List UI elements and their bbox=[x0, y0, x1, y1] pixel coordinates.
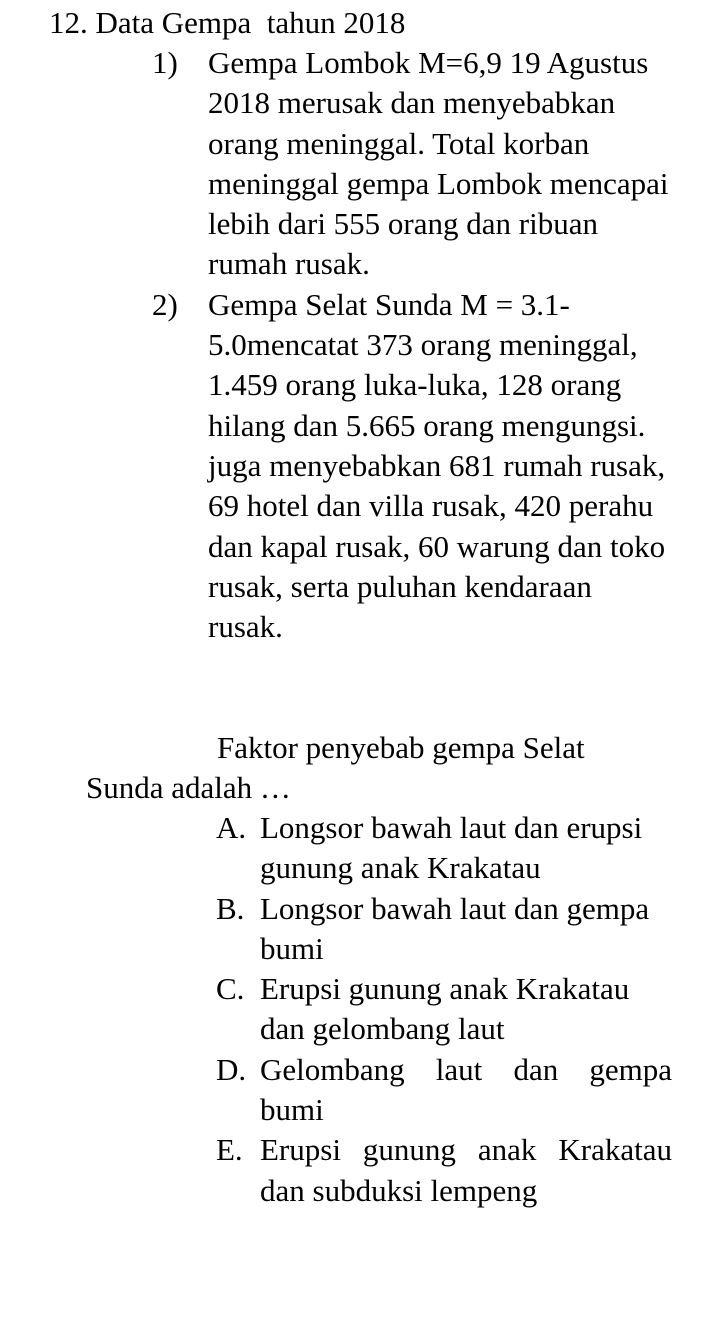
option-text: Longsor bawah laut dan erupsi gunung anak Krakatau bbox=[260, 810, 643, 886]
option-text: Erupsi gunung anak Krakatau dan gelombang laut bbox=[260, 971, 630, 1047]
data-list bbox=[152, 43, 672, 647]
option-letter: A. bbox=[216, 810, 247, 845]
option-b[interactable] bbox=[216, 889, 672, 970]
option-letter: E. bbox=[216, 1132, 243, 1168]
option-d[interactable] bbox=[216, 1050, 672, 1131]
list-item bbox=[152, 285, 672, 648]
question-title: 12. Data Gempa tahun 2018 bbox=[49, 5, 406, 40]
list-item bbox=[152, 43, 672, 285]
option-text: Gelombang laut dan gempa bumi bbox=[260, 1051, 672, 1128]
list-item-text: Gempa Selat Sunda M = 3.1-5.0mencatat 373 orang meninggal, 1.459 orang luka-luka, 128 orang hilang dan 5.665 orang mengungsi. juga menyebabkan 681 rumah rusak, 69 hotel dan villa rusak, 420 perahu dan kapal rusak, 60 warung dan toko rusak, serta puluhan kendaraan rusak. bbox=[208, 286, 666, 645]
option-a[interactable] bbox=[216, 808, 672, 889]
option-letter: B. bbox=[216, 890, 245, 926]
question-stem: Faktor penyebab gempa Selat Sunda adalah … bbox=[86, 730, 585, 806]
option-e[interactable] bbox=[216, 1130, 672, 1211]
list-item-text: Gempa Lombok M=6,9 19 Agustus 2018 merusak dan menyebabkan orang meninggal. Total korban meninggal gempa Lombok mencapai lebih dari 555 orang dan ribuan rumah rusak. bbox=[208, 45, 669, 282]
option-text: Erupsi gunung anak Krakatau dan subduksi lempeng bbox=[260, 1132, 672, 1208]
answer-options bbox=[216, 808, 672, 1211]
option-c[interactable] bbox=[216, 969, 672, 1050]
list-item-number: 1) bbox=[152, 45, 178, 80]
option-letter: C. bbox=[216, 971, 245, 1007]
option-letter: D. bbox=[216, 1051, 247, 1087]
list-item-number: 2) bbox=[152, 286, 178, 322]
option-text: Longsor bawah laut dan gempa bumi bbox=[260, 890, 650, 966]
